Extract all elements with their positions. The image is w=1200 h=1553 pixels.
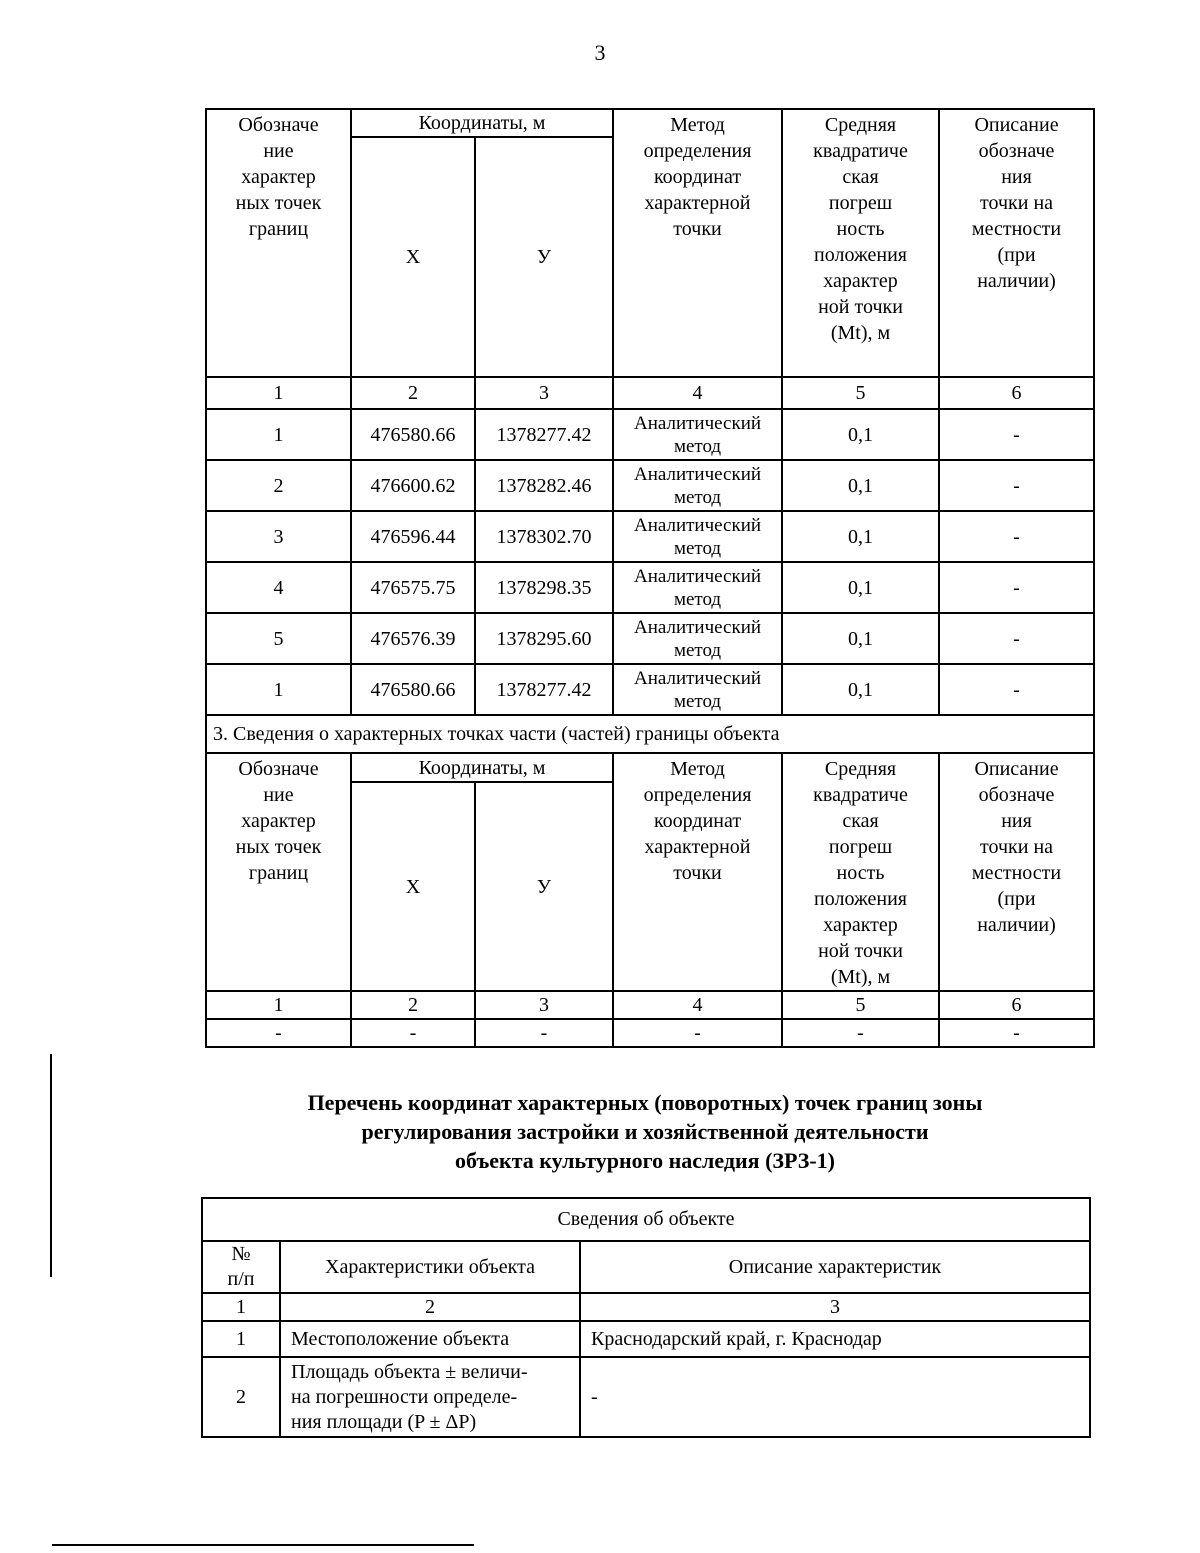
description-value: - bbox=[939, 409, 1094, 460]
header-designation bbox=[206, 109, 351, 377]
table-row bbox=[206, 1019, 1094, 1047]
text-line: ность bbox=[836, 218, 885, 240]
table-row bbox=[206, 511, 1094, 562]
text-line: характер bbox=[241, 810, 316, 832]
method bbox=[613, 613, 782, 664]
description-value: - bbox=[939, 613, 1094, 664]
point-number: 4 bbox=[206, 562, 351, 613]
method-line: метод bbox=[673, 537, 722, 559]
location-value: Краснодарский край, г. Краснодар bbox=[580, 1321, 1090, 1357]
text-line: характерной bbox=[644, 192, 751, 214]
col-number: 1 bbox=[202, 1293, 280, 1321]
coord-y: 1378295.60 bbox=[475, 613, 613, 664]
page-number: 3 bbox=[594, 40, 606, 65]
method bbox=[613, 664, 782, 715]
text-line: Средняя bbox=[824, 758, 897, 780]
text-line: Обозначе bbox=[238, 114, 319, 136]
margin-line bbox=[50, 1054, 52, 1277]
header-y: У bbox=[475, 782, 613, 991]
header-x: X bbox=[351, 137, 475, 377]
text-line: определения bbox=[643, 784, 752, 806]
text-line: местности bbox=[971, 218, 1062, 240]
col-number: 3 bbox=[580, 1293, 1090, 1321]
header-number bbox=[202, 1241, 280, 1293]
section3-header-row bbox=[206, 753, 1094, 782]
error-value: 0,1 bbox=[782, 460, 939, 511]
coord-x: 476596.44 bbox=[351, 511, 475, 562]
text-line: регулирования застройки и хозяйственной деятельности bbox=[361, 1119, 929, 1144]
empty-value: - bbox=[206, 1019, 351, 1047]
col-number: 2 bbox=[351, 377, 475, 409]
text-line: границ bbox=[248, 218, 309, 240]
coord-x: 476580.66 bbox=[351, 409, 475, 460]
error-value: 0,1 bbox=[782, 409, 939, 460]
header-characteristics-description: Описание характеристик bbox=[580, 1241, 1090, 1293]
text-line: Описание bbox=[974, 758, 1059, 780]
coord-y: 1378277.42 bbox=[475, 409, 613, 460]
text-line: ния bbox=[1001, 810, 1032, 832]
coord-y: 1378277.42 bbox=[475, 664, 613, 715]
point-number: 1 bbox=[206, 409, 351, 460]
header-error bbox=[782, 753, 939, 991]
text-line: ных точек bbox=[235, 192, 322, 214]
description-value: - bbox=[939, 511, 1094, 562]
text-line: положения bbox=[814, 244, 907, 266]
coord-y: 1378302.70 bbox=[475, 511, 613, 562]
coord-x: 476600.62 bbox=[351, 460, 475, 511]
text-line: точки bbox=[673, 218, 722, 240]
row-number: 2 bbox=[202, 1357, 280, 1437]
header-y: У bbox=[475, 137, 613, 377]
text-line: квадратиче bbox=[813, 140, 908, 162]
row-number: 1 bbox=[202, 1321, 280, 1357]
col-number: 4 bbox=[613, 991, 782, 1019]
header-characteristics: Характеристики объекта bbox=[280, 1241, 580, 1293]
method-line: Аналитический bbox=[633, 616, 762, 638]
text-line: (при bbox=[997, 244, 1036, 266]
text-line: обозначе bbox=[978, 784, 1055, 806]
header-row bbox=[206, 109, 1094, 137]
text-line: погреш bbox=[828, 836, 893, 858]
point-number: 1 bbox=[206, 664, 351, 715]
text-line: ной точки bbox=[818, 296, 903, 318]
empty-value: - bbox=[351, 1019, 475, 1047]
text-line: определения bbox=[643, 140, 752, 162]
text-line: Средняя bbox=[824, 114, 897, 136]
col-number: 6 bbox=[939, 377, 1094, 409]
text-line: ская bbox=[842, 810, 879, 832]
text-line: границ bbox=[248, 862, 309, 884]
table-row bbox=[202, 1357, 1090, 1437]
text-line: положения bbox=[814, 888, 907, 910]
characteristic-location: Местоположение объекта bbox=[280, 1321, 580, 1357]
text-line: (при bbox=[997, 888, 1036, 910]
description-value: - bbox=[939, 562, 1094, 613]
text-line: ной точки bbox=[818, 940, 903, 962]
coord-x: 476575.75 bbox=[351, 562, 475, 613]
col-number: 2 bbox=[280, 1293, 580, 1321]
text-line: ние bbox=[263, 784, 294, 806]
method bbox=[613, 511, 782, 562]
section-heading bbox=[200, 1088, 1090, 1175]
table-row bbox=[206, 664, 1094, 715]
description-value: - bbox=[939, 460, 1094, 511]
section3-title: 3. Сведения о характерных точках части (частей) границы объекта bbox=[206, 715, 1094, 753]
coordinates-table bbox=[205, 108, 1095, 1048]
description-value: - bbox=[939, 664, 1094, 715]
text-line: характер bbox=[823, 270, 898, 292]
col-number: 6 bbox=[939, 991, 1094, 1019]
empty-value: - bbox=[475, 1019, 613, 1047]
header-x: X bbox=[351, 782, 475, 991]
method-line: Аналитический bbox=[633, 463, 762, 485]
point-number: 5 bbox=[206, 613, 351, 664]
method-line: метод bbox=[673, 435, 722, 457]
method-line: Аналитический bbox=[633, 565, 762, 587]
text-line: координат bbox=[653, 810, 742, 832]
text-line: № bbox=[231, 1243, 251, 1265]
text-line: наличии) bbox=[977, 914, 1056, 936]
text-line: характер bbox=[823, 914, 898, 936]
table-row bbox=[206, 562, 1094, 613]
text-line: местности bbox=[971, 862, 1062, 884]
coord-y: 1378298.35 bbox=[475, 562, 613, 613]
col-number: 1 bbox=[206, 377, 351, 409]
header-coordinates: Координаты, м bbox=[351, 109, 613, 137]
text-line: Обозначе bbox=[238, 758, 319, 780]
method bbox=[613, 460, 782, 511]
header-method bbox=[613, 753, 782, 991]
table-row bbox=[206, 409, 1094, 460]
text-line: ние bbox=[263, 140, 294, 162]
column-numbers-row bbox=[206, 377, 1094, 409]
method bbox=[613, 562, 782, 613]
method-line: Аналитический bbox=[633, 514, 762, 536]
error-value: 0,1 bbox=[782, 562, 939, 613]
table-row bbox=[202, 1321, 1090, 1357]
text-line: ных точек bbox=[235, 836, 322, 858]
text-line: точки bbox=[673, 862, 722, 884]
header-row bbox=[202, 1241, 1090, 1293]
header-description bbox=[939, 109, 1094, 377]
col-number: 2 bbox=[351, 991, 475, 1019]
table-row bbox=[206, 460, 1094, 511]
method-line: метод bbox=[673, 588, 722, 610]
footer-line bbox=[52, 1544, 474, 1546]
empty-value: - bbox=[613, 1019, 782, 1047]
col-number: 3 bbox=[475, 377, 613, 409]
point-number: 2 bbox=[206, 460, 351, 511]
coord-x: 476580.66 bbox=[351, 664, 475, 715]
text-line: характер bbox=[241, 166, 316, 188]
text-line: наличии) bbox=[977, 270, 1056, 292]
text-line: на погрешности определе- bbox=[291, 1385, 518, 1408]
column-numbers-row bbox=[206, 991, 1094, 1019]
error-value: 0,1 bbox=[782, 664, 939, 715]
empty-value: - bbox=[782, 1019, 939, 1047]
method-line: Аналитический bbox=[633, 412, 762, 434]
header-method bbox=[613, 109, 782, 377]
text-line: Площадь объекта ± величи- bbox=[291, 1360, 528, 1383]
error-value: 0,1 bbox=[782, 613, 939, 664]
error-value: 0,1 bbox=[782, 511, 939, 562]
text-line: п/п bbox=[227, 1268, 255, 1290]
col-number: 4 bbox=[613, 377, 782, 409]
method bbox=[613, 409, 782, 460]
method-line: метод bbox=[673, 486, 722, 508]
col-number: 3 bbox=[475, 991, 613, 1019]
header-designation bbox=[206, 753, 351, 991]
text-line: ния bbox=[1001, 166, 1032, 188]
point-number: 3 bbox=[206, 511, 351, 562]
area-value: - bbox=[580, 1357, 1090, 1437]
table-row bbox=[206, 613, 1094, 664]
object-info-table bbox=[201, 1197, 1091, 1438]
text-line: погреш bbox=[828, 192, 893, 214]
text-line: квадратиче bbox=[813, 784, 908, 806]
characteristic-area bbox=[280, 1357, 580, 1437]
text-line: (Mt), м bbox=[830, 966, 891, 988]
text-line: ность bbox=[836, 862, 885, 884]
empty-value: - bbox=[939, 1019, 1094, 1047]
method-line: метод bbox=[673, 639, 722, 661]
text-line: (Mt), м bbox=[830, 322, 891, 344]
header-description bbox=[939, 753, 1094, 991]
col-number: 5 bbox=[782, 991, 939, 1019]
text-line: Перечень координат характерных (поворотных) точек границ зоны bbox=[307, 1090, 983, 1115]
coord-y: 1378282.46 bbox=[475, 460, 613, 511]
header-error bbox=[782, 109, 939, 377]
text-line: Метод bbox=[670, 114, 725, 136]
text-line: Метод bbox=[670, 758, 725, 780]
text-line: характерной bbox=[644, 836, 751, 858]
header-coordinates: Координаты, м bbox=[351, 753, 613, 782]
text-line: ния площади (P ± ΔP) bbox=[291, 1410, 477, 1433]
coord-x: 476576.39 bbox=[351, 613, 475, 664]
text-line: ская bbox=[842, 166, 879, 188]
text-line: Описание bbox=[974, 114, 1059, 136]
text-line: объекта культурного наследия (ЗРЗ-1) bbox=[455, 1148, 835, 1173]
column-numbers-row bbox=[202, 1293, 1090, 1321]
text-line: точки на bbox=[980, 836, 1054, 858]
method-line: Аналитический bbox=[633, 667, 762, 689]
method-line: метод bbox=[673, 690, 722, 712]
text-line: координат bbox=[653, 166, 742, 188]
text-line: точки на bbox=[980, 192, 1054, 214]
text-line: обозначе bbox=[978, 140, 1055, 162]
col-number: 5 bbox=[782, 377, 939, 409]
col-number: 1 bbox=[206, 991, 351, 1019]
object-info-title: Сведения об объекте bbox=[202, 1198, 1090, 1241]
